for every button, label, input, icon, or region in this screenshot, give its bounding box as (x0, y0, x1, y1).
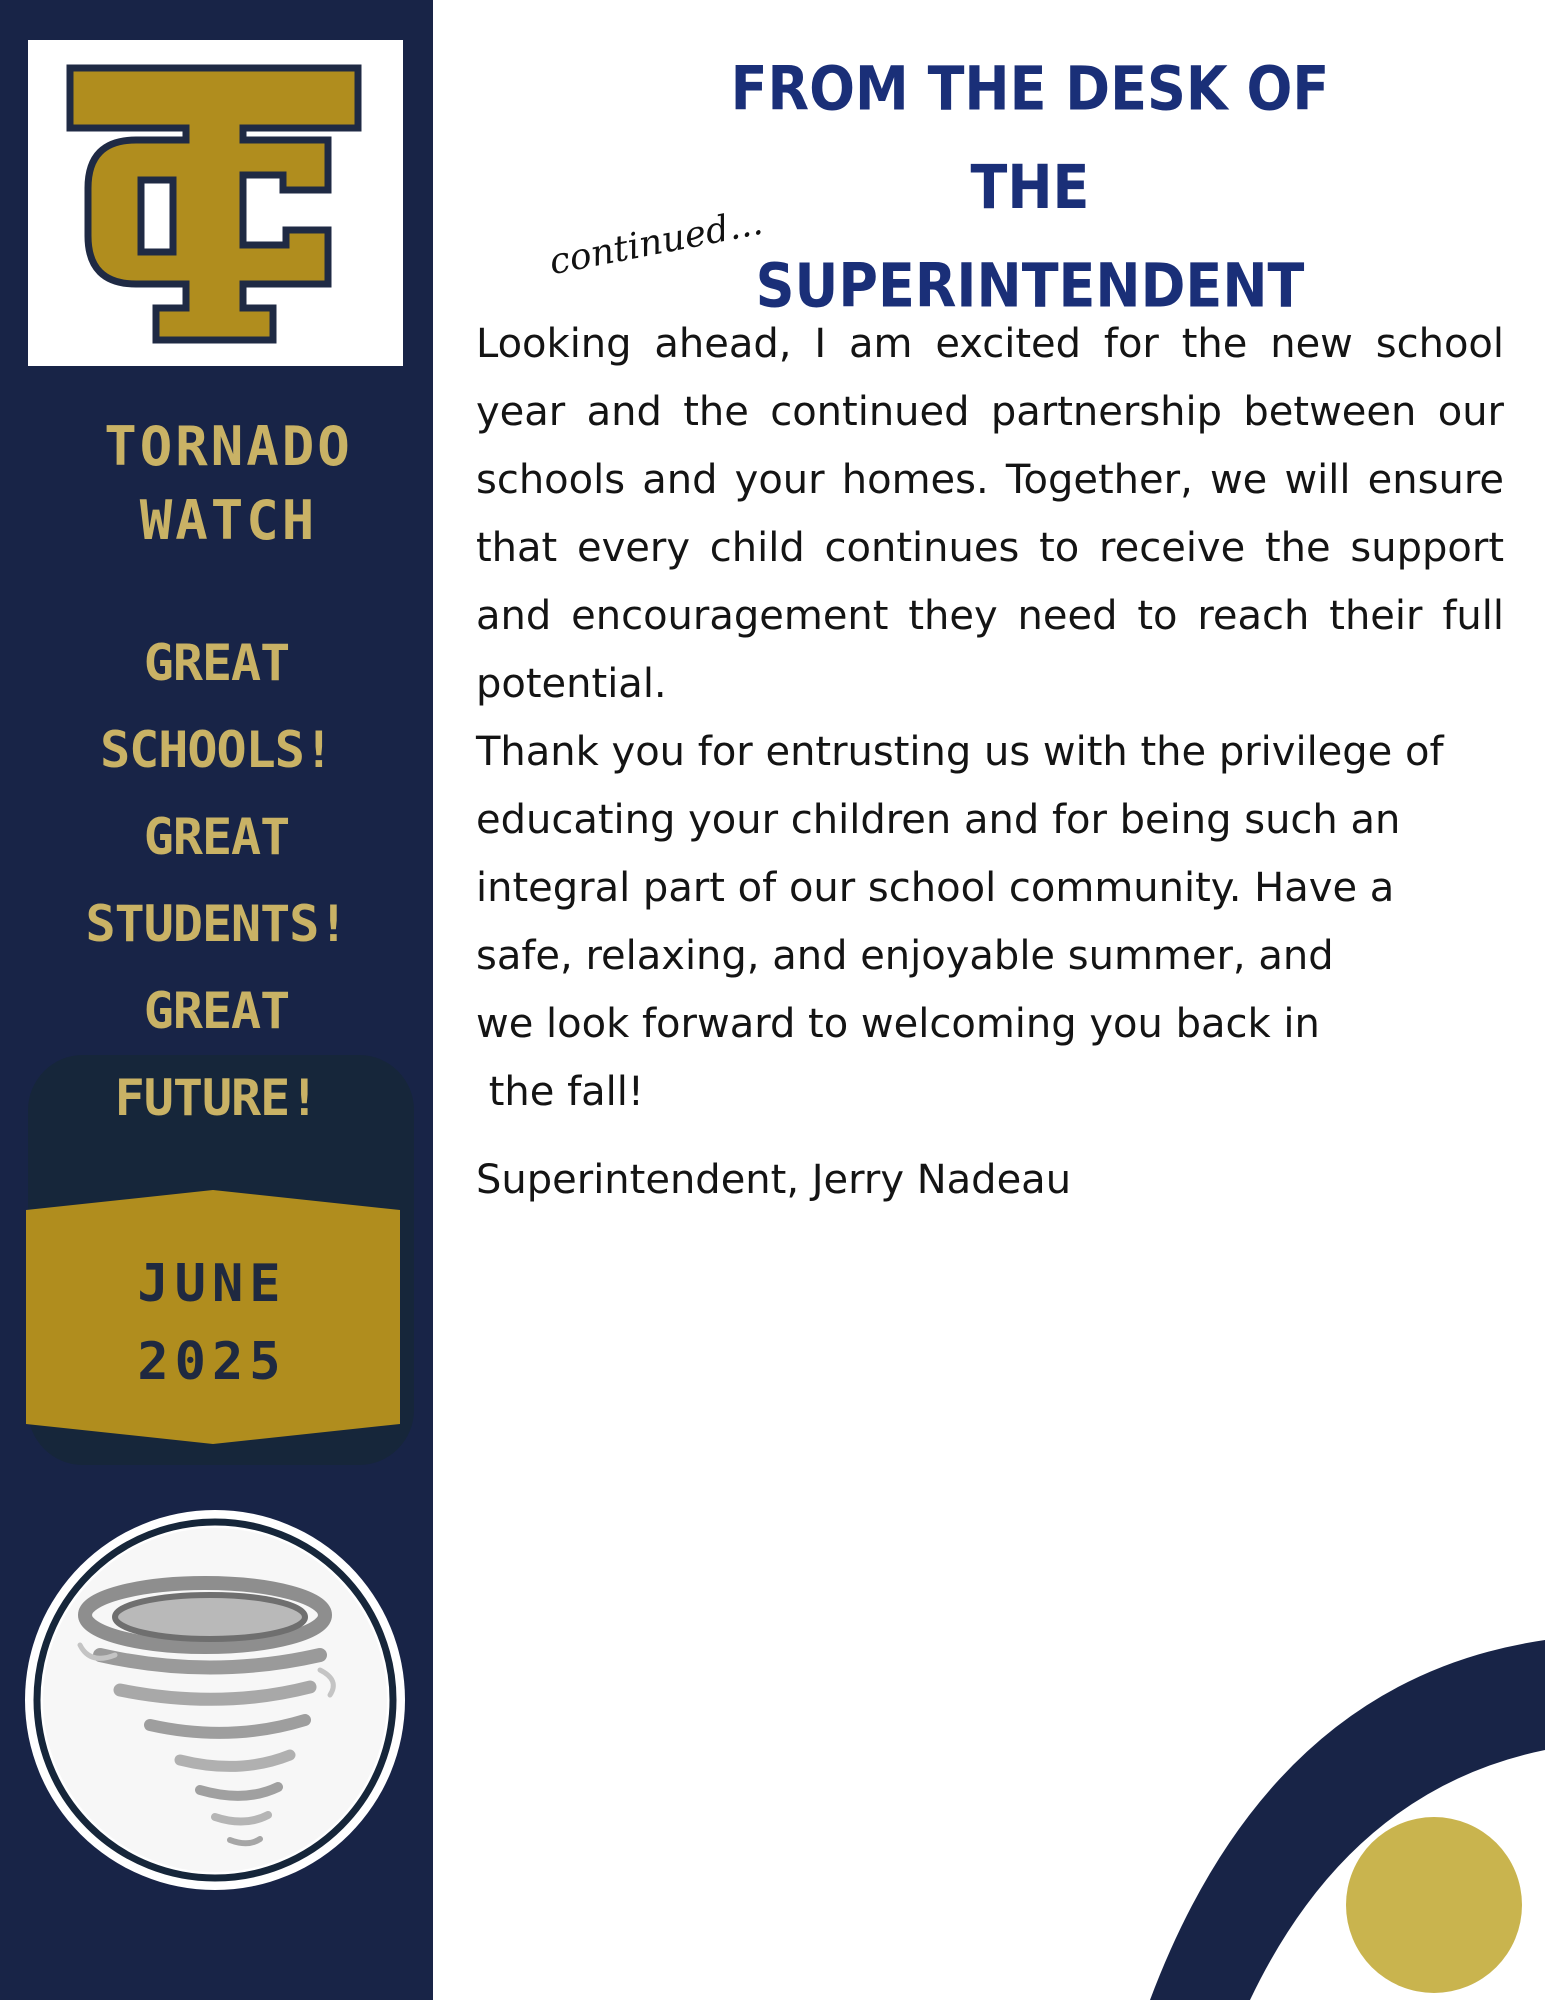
letter-paragraph: Looking ahead, I am excited for the new school year and the continued partnership between our schools and your homes. Together, we will ensure that every child continues to receive the support and encouragement they need to reach their full potential. (476, 321, 1504, 707)
motto (0, 620, 433, 1142)
tc-logo (28, 40, 403, 366)
tc-monogram-icon (28, 40, 403, 366)
signature: Superintendent, Jerry Nadeau (476, 1157, 1072, 1203)
continued-note: continued... (546, 201, 766, 284)
tornado-icon (20, 1505, 410, 1895)
issue-date (26, 1245, 398, 1401)
motto-line: GREAT (143, 982, 290, 1040)
newsletter-name-line1: TORNADO (104, 415, 353, 478)
letter-line: the fall! (476, 1069, 644, 1115)
page-title-line1: FROM THE DESK OF (730, 53, 1330, 124)
motto-line: FUTURE! (114, 1069, 319, 1127)
letter-line: Thank you for entrusting us with the privilege of (476, 729, 1444, 775)
motto-line: GREAT (143, 634, 290, 692)
page-title-line2: THE SUPERINTENDENT (755, 152, 1305, 322)
letter-line: educating your children and for being such an (476, 797, 1401, 843)
sidebar (0, 0, 433, 2000)
motto-line: STUDENTS! (85, 895, 348, 953)
page-title (690, 40, 1370, 336)
issue-year: 2025 (137, 1332, 287, 1392)
letter-paragraph (476, 718, 1504, 1126)
issue-month: JUNE (137, 1254, 287, 1314)
letter-line: safe, relaxing, and enjoyable summer, and (476, 933, 1334, 979)
motto-line: SCHOOLS! (100, 721, 333, 779)
newsletter-name-line2: WATCH (139, 489, 318, 552)
letter-line: we look forward to welcoming you back in (476, 1001, 1320, 1047)
motto-line: GREAT (143, 808, 290, 866)
gold-dot (1346, 1817, 1522, 1993)
letter-body (476, 310, 1504, 1214)
decorative-corner-arc (1150, 1600, 1545, 2000)
newsletter-name (0, 410, 433, 558)
letter-line: integral part of our school community. Have a (476, 865, 1395, 911)
